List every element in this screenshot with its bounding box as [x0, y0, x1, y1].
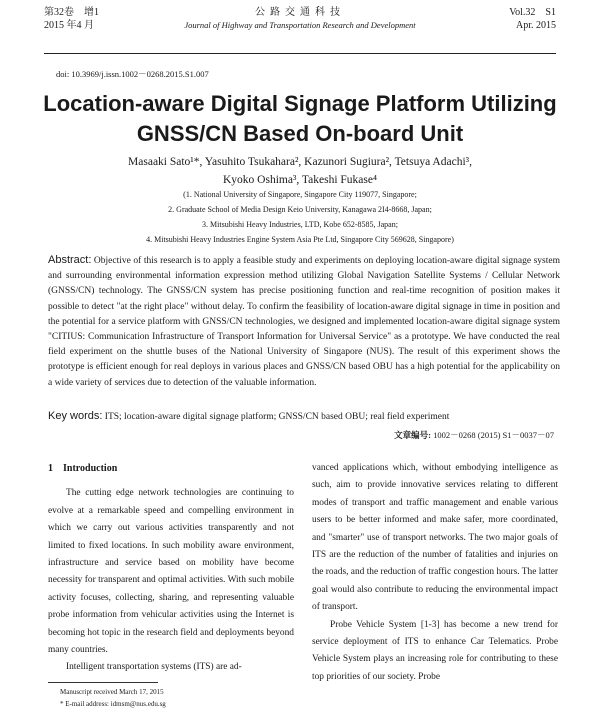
abstract	[48, 253, 560, 391]
date-en: Apr. 2015	[516, 20, 556, 31]
doi: doi: 10.3969/j.issn.1002－0268.2015.S1.007	[56, 69, 209, 79]
right-column	[312, 460, 558, 686]
paragraph: The cutting edge network technologies are continuing to evolve at a remarkable speed and compelling environment in which we carry out various activities transparently and not limited to fixed locations. In such mobility aware environment, infrastructure and service based on mobility have become necessity for transparent and optimal activities. With such mobile activity focuses, collecting, sharing, and representing valuable probe information from vehicular activities using the Internet is becoming hot topic in the research field and deployments beyond many countries.	[48, 488, 294, 656]
footnote-received: Manuscript received March 17, 2015	[60, 688, 164, 696]
volume-issue-en: Vol.32 S1	[509, 7, 556, 18]
paper-title	[40, 89, 560, 149]
keywords-label: Key words:	[48, 410, 103, 422]
authors-line-2: Kyoko Oshima³, Takeshi Fukase⁴	[222, 174, 377, 186]
journal-name-en: Journal of Highway and Transportation Research and Development	[184, 20, 416, 30]
date-cn: 2015 年4 月	[44, 20, 94, 31]
keywords	[48, 409, 560, 424]
keywords-text: ITS; location-aware digital signage platform; GNSS/CN based OBU; real field experiment	[102, 412, 450, 422]
footnote-email: * E-mail address: idmsm@nus.edu.sg	[60, 700, 166, 708]
affiliation-3: 3. Mitsubishi Heavy Industries, LTD, Kobe 652-8585, Japan;	[202, 220, 398, 229]
footnote-rule	[48, 682, 158, 683]
left-column	[48, 460, 294, 677]
title-line-2: GNSS/CN Based On-board Unit	[136, 121, 464, 146]
volume-info-en	[509, 6, 556, 32]
journal-name-cn: 公路交通科技	[255, 7, 345, 18]
affiliation-2: 2. Graduate School of Media Design Keio University, Kanagawa 2I4-8668, Japan;	[168, 205, 432, 214]
affiliations	[40, 187, 560, 247]
title-line-1: Location-aware Digital Signage Platform Utilizing	[43, 91, 557, 116]
affiliation-1: (1. National University of Singapore, Singapore City 119077, Singapore;	[183, 190, 417, 199]
header-rule	[44, 53, 556, 54]
paragraph: Intelligent transportation systems (ITS) are ad-	[66, 662, 242, 673]
section-heading: 1 Introduction	[48, 463, 118, 474]
abstract-label: Abstract:	[48, 254, 92, 266]
journal-name	[44, 6, 556, 32]
article-number-label: 文章编号:	[394, 430, 431, 440]
paragraph: vanced applications which, without embodying intelligence as such, aim to provide innovative services relating to different modes of transport and traffic management and enable various users to be better informed and make safer, more coordinated, and "smarter" use of transport networks. The two major goals of ITS are the reduction of the number of fatalities and injuries on the roads, and the reduction of traffic congestion hours. The latter goal would also contribute to reducing the environmental impact of transport.	[312, 463, 558, 613]
article-number-value: 1002－0268 (2015) S1－0037－07	[430, 430, 554, 440]
paragraph: Probe Vehicle System [1-3] has become a new trend for service deployment of ITS to enhance Car Telematics. Probe Vehicle System plays an increasing role for contributing to these top priorities of our society. Probe	[312, 619, 558, 682]
author-list	[40, 153, 560, 189]
authors-line-1: Masaaki Sato¹*, Yasuhito Tsukahara², Kazunori Sugiura², Tetsuya Adachi³,	[128, 156, 472, 168]
abstract-text: Objective of this research is to apply a feasible study and experiments on deploying location-aware digital signage system and surrounding environmental information expression method utilizing Global Navigation Satellite Systems / Cellular Network (GNSS/CN) technology. The GNSS/CN system has precise positioning function and real-time recognition of position makes it possible to detect "at the right place" without delay. To confirm the feasibility of location-aware digital signage in time in position and the potential for a service platform with GNSS/CN technologies, we designed and implemented location-aware digital signage system "CITIUS: Communication Infrastructure of Transport Information for Universal Service" as a prototype. We have conducted the real field experiment on the shuttle buses of the National University of Singapore (NUS). The result of this experiment shows the prototype is efficient enough for real deploys in various places and GNSS/CN based OBU has a high potential for the applicability on a wide variety of services due to detection of the valuable information.	[48, 256, 560, 388]
running-header	[44, 6, 556, 52]
article-number	[394, 429, 554, 441]
affiliation-4: 4. Mitsubishi Heavy Industries Engine System Asia Pte Ltd, Singapore City 569628, Singapore)	[146, 235, 454, 244]
volume-issue-cn: 第32卷 增1	[44, 7, 99, 18]
